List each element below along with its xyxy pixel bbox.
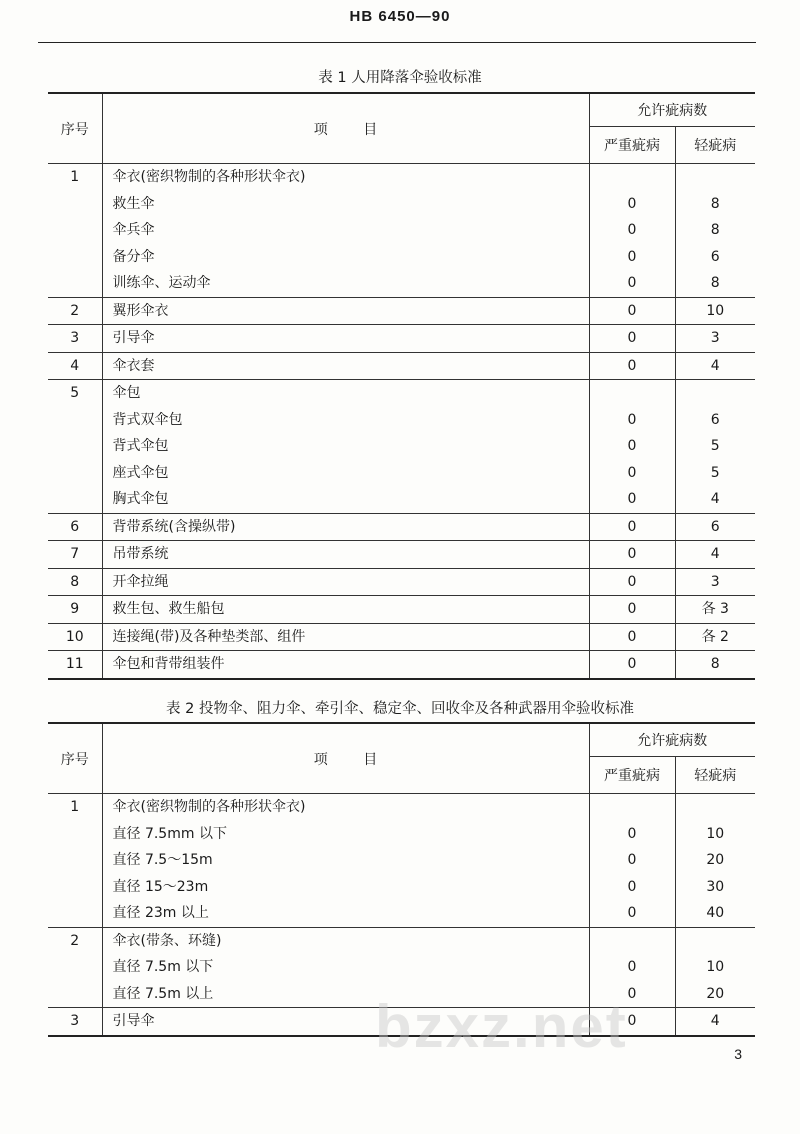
row-item: 背带系统(含操纵带)	[102, 513, 589, 541]
row-number	[48, 270, 102, 297]
minor-count	[675, 794, 755, 821]
row-item: 伞衣(密织物制的各种形状伞衣)	[102, 794, 589, 821]
minor-count	[675, 927, 755, 954]
row-number: 6	[48, 513, 102, 541]
table-row	[48, 568, 755, 596]
table2-caption: 表 2 投物伞、阻力伞、牵引伞、稳定伞、回收伞及各种武器用伞验收标准	[166, 701, 634, 717]
table-row	[48, 325, 755, 353]
minor-count	[675, 164, 755, 191]
minor-count: 8	[675, 270, 755, 297]
minor-count	[675, 380, 755, 407]
row-number	[48, 486, 102, 513]
table-row	[48, 297, 755, 325]
minor-count: 3	[675, 568, 755, 596]
table-row	[48, 596, 755, 624]
row-item: 伞衣(带条、环缝)	[102, 927, 589, 954]
table-row	[48, 623, 755, 651]
row-item: 伞衣套	[102, 352, 589, 380]
row-item: 翼形伞衣	[102, 297, 589, 325]
row-item: 救生包、救生船包	[102, 596, 589, 624]
row-number: 1	[48, 164, 102, 191]
minor-count: 4	[675, 1008, 755, 1036]
row-number	[48, 900, 102, 927]
row-item: 伞包	[102, 380, 589, 407]
serious-count: 0	[589, 1008, 675, 1036]
row-number: 4	[48, 352, 102, 380]
row-number	[48, 821, 102, 848]
serious-count: 0	[589, 954, 675, 981]
row-item: 伞衣(密织物制的各种形状伞衣)	[102, 164, 589, 191]
table-row	[48, 191, 755, 218]
row-item: 伞包和背带组装件	[102, 651, 589, 679]
serious-count: 0	[589, 513, 675, 541]
minor-count: 各 2	[675, 623, 755, 651]
serious-count: 0	[589, 623, 675, 651]
serious-count: 0	[589, 874, 675, 901]
serious-count: 0	[589, 407, 675, 434]
table-row	[48, 433, 755, 460]
row-number: 2	[48, 297, 102, 325]
table-row	[48, 954, 755, 981]
row-item: 背式伞包	[102, 433, 589, 460]
row-item: 训练伞、运动伞	[102, 270, 589, 297]
col-serious-header: 严重疵病	[589, 757, 675, 794]
minor-count: 10	[675, 954, 755, 981]
minor-count: 6	[675, 513, 755, 541]
col-allowed-header: 允许疵病数	[589, 93, 755, 127]
row-number: 5	[48, 380, 102, 407]
table-row	[48, 407, 755, 434]
row-item: 开伞拉绳	[102, 568, 589, 596]
row-item: 直径 23m 以上	[102, 900, 589, 927]
row-item: 引导伞	[102, 325, 589, 353]
page-number: 3	[734, 1046, 742, 1062]
row-number	[48, 433, 102, 460]
row-number: 9	[48, 596, 102, 624]
table-row	[48, 651, 755, 679]
row-item: 直径 15～23m	[102, 874, 589, 901]
minor-count: 5	[675, 460, 755, 487]
table-row	[48, 847, 755, 874]
minor-count: 8	[675, 217, 755, 244]
minor-count: 4	[675, 352, 755, 380]
col-item-header: 项 目	[102, 723, 589, 794]
row-number	[48, 244, 102, 271]
minor-count: 20	[675, 847, 755, 874]
row-item: 胸式伞包	[102, 486, 589, 513]
row-item: 背式双伞包	[102, 407, 589, 434]
row-number	[48, 407, 102, 434]
table-row	[48, 244, 755, 271]
col-allowed-header: 允许疵病数	[589, 723, 755, 757]
document-code: HB 6450—90	[349, 8, 451, 25]
minor-count: 10	[675, 297, 755, 325]
row-number	[48, 847, 102, 874]
row-number: 3	[48, 325, 102, 353]
col-no-header: 序号	[48, 723, 102, 794]
col-no-header: 序号	[48, 93, 102, 164]
table1	[48, 92, 755, 680]
serious-count: 0	[589, 191, 675, 218]
row-number	[48, 874, 102, 901]
table-row	[48, 794, 755, 821]
row-item: 直径 7.5mm 以下	[102, 821, 589, 848]
serious-count: 0	[589, 244, 675, 271]
row-number	[48, 954, 102, 981]
row-item: 直径 7.5～15m	[102, 847, 589, 874]
serious-count: 0	[589, 270, 675, 297]
row-item: 伞兵伞	[102, 217, 589, 244]
serious-count: 0	[589, 981, 675, 1008]
serious-count	[589, 927, 675, 954]
table-row	[48, 927, 755, 954]
row-number	[48, 460, 102, 487]
table-row	[48, 217, 755, 244]
minor-count: 5	[675, 433, 755, 460]
serious-count: 0	[589, 847, 675, 874]
row-item: 引导伞	[102, 1008, 589, 1036]
serious-count: 0	[589, 486, 675, 513]
minor-count: 4	[675, 541, 755, 569]
minor-count: 20	[675, 981, 755, 1008]
table-row	[48, 821, 755, 848]
minor-count: 3	[675, 325, 755, 353]
serious-count: 0	[589, 900, 675, 927]
header-rule	[38, 42, 756, 43]
serious-count: 0	[589, 297, 675, 325]
serious-count: 0	[589, 352, 675, 380]
row-number	[48, 191, 102, 218]
serious-count: 0	[589, 821, 675, 848]
table2	[48, 722, 755, 1037]
serious-count: 0	[589, 325, 675, 353]
table-row	[48, 874, 755, 901]
table-row	[48, 541, 755, 569]
row-number: 3	[48, 1008, 102, 1036]
minor-count: 4	[675, 486, 755, 513]
watermark: bzxz.net	[375, 993, 628, 1060]
serious-count: 0	[589, 568, 675, 596]
table-row	[48, 513, 755, 541]
row-item: 座式伞包	[102, 460, 589, 487]
col-serious-header: 严重疵病	[589, 127, 675, 164]
table-row	[48, 270, 755, 297]
row-item: 救生伞	[102, 191, 589, 218]
serious-count: 0	[589, 217, 675, 244]
row-number	[48, 981, 102, 1008]
col-item-header: 项 目	[102, 93, 589, 164]
table1-body	[48, 164, 755, 679]
row-number: 10	[48, 623, 102, 651]
serious-count	[589, 794, 675, 821]
col-minor-header: 轻疵病	[675, 757, 755, 794]
serious-count: 0	[589, 460, 675, 487]
row-number: 11	[48, 651, 102, 679]
row-number	[48, 217, 102, 244]
minor-count: 6	[675, 407, 755, 434]
minor-count: 30	[675, 874, 755, 901]
table-row	[48, 380, 755, 407]
table-row	[48, 164, 755, 191]
serious-count: 0	[589, 541, 675, 569]
table-row	[48, 900, 755, 927]
serious-count: 0	[589, 596, 675, 624]
row-item: 直径 7.5m 以下	[102, 954, 589, 981]
table1-caption: 表 1 人用降落伞验收标准	[318, 70, 482, 86]
table-row	[48, 352, 755, 380]
minor-count: 8	[675, 191, 755, 218]
row-item: 吊带系统	[102, 541, 589, 569]
serious-count	[589, 380, 675, 407]
row-number: 8	[48, 568, 102, 596]
serious-count: 0	[589, 433, 675, 460]
table-row	[48, 486, 755, 513]
serious-count	[589, 164, 675, 191]
row-item: 备分伞	[102, 244, 589, 271]
row-item: 直径 7.5m 以上	[102, 981, 589, 1008]
minor-count: 40	[675, 900, 755, 927]
table-row	[48, 460, 755, 487]
minor-count: 10	[675, 821, 755, 848]
row-number: 7	[48, 541, 102, 569]
minor-count: 各 3	[675, 596, 755, 624]
minor-count: 6	[675, 244, 755, 271]
col-minor-header: 轻疵病	[675, 127, 755, 164]
minor-count: 8	[675, 651, 755, 679]
row-number: 1	[48, 794, 102, 821]
serious-count: 0	[589, 651, 675, 679]
row-number: 2	[48, 927, 102, 954]
row-item: 连接绳(带)及各种垫类部、组件	[102, 623, 589, 651]
